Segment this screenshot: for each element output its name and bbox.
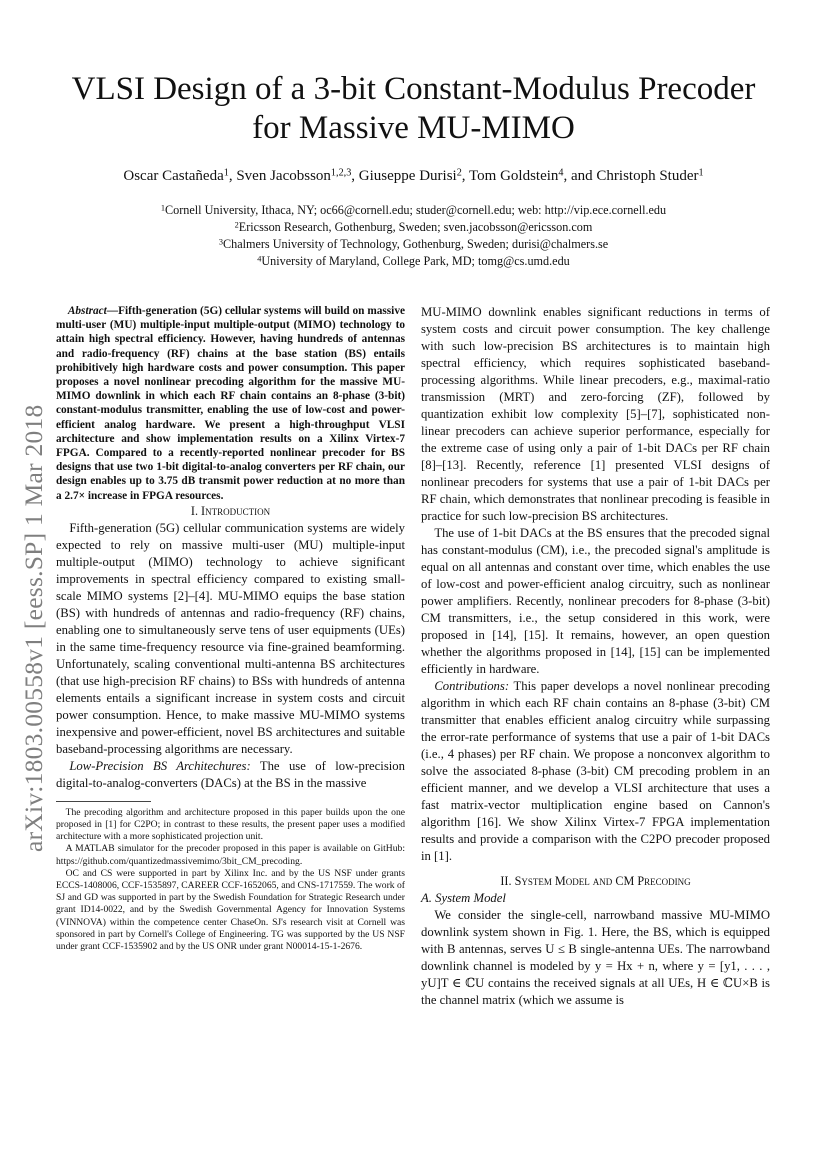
contributions-paragraph (421, 678, 770, 865)
left-column (56, 304, 405, 953)
affiliation-text: University of Maryland, College Park, MD; tomg@cs.umd.edu (261, 254, 570, 268)
intro-paragraph-1: Fifth-generation (5G) cellular communication systems are widely expected to rely on massive multi-user (MU) multiple-input multiple-output (MIMO) technology to achieve significant improvements in spectral efficiency compared to existing small-scale MIMO systems [2]–[4]. MU-MIMO equips the base station (BS) with hundreds of antennas and radio-frequency (RF) chains, enabling one to simultaneously serve tens of user equipments (UEs) in the same time-frequency resource via fine-grained beamforming. Unfortunately, scaling conventional multi-antenna BS architectures (that use high-precision RF chains) to BSs with hundreds of antenna elements entails a significant increase in system costs and circuit power consumption. Hence, to make massive MU-MIMO systems inexpensive and power-efficient, novel BS architectures and suitable baseband-processing algorithms are necessary. (56, 520, 405, 756)
author: Oscar Castañeda (123, 168, 224, 184)
intro-paragraph-2 (56, 758, 405, 792)
run-in-heading: Low-Precision BS Architechures: (69, 758, 251, 773)
paper-title (0, 70, 827, 148)
subsection-heading: A. System Model (421, 891, 506, 905)
author-affil-mark: 1 (223, 167, 229, 179)
title-line-1: VLSI Design of a 3-bit Constant-Modulus Precoder (71, 71, 756, 107)
author: Sven Jacobsson (236, 168, 331, 184)
footnote-divider (56, 801, 151, 802)
footnotes (56, 807, 405, 953)
author-separator: , and (563, 168, 597, 184)
footnote: A MATLAB simulator for the precoder proposed in this paper is available on GitHub: https://github.com/quantizedmassivemimo/3bit_CM_precoding. (56, 843, 405, 867)
author: Giuseppe Durisi (358, 168, 457, 184)
title-line-2: for Massive MU-MIMO (252, 110, 575, 146)
affiliation (0, 253, 827, 270)
abstract (56, 304, 405, 503)
author-separator: , (461, 168, 470, 184)
affiliation-text: Chalmers University of Technology, Gothenburg, Sweden; durisi@chalmers.se (222, 237, 609, 251)
affiliation-text: Ericsson Research, Gothenburg, Sweden; sven.jacobsson@ericsson.com (238, 220, 593, 234)
paragraph-text: The use of low-precision digital-to-analog-converters (DACs) at the BS in the massive (56, 758, 405, 790)
footnote: The precoding algorithm and architecture proposed in this paper builds upon the one proposed in [1] for C2PO; in contrast to these results, the present paper uses a modified architecture with a more sophisticated projection unit. (56, 806, 405, 843)
abstract-lead: Abstract (67, 305, 107, 317)
section-heading-introduction: I. Introduction (190, 503, 271, 518)
author-affil-mark: 1,2,3 (330, 167, 352, 179)
author-affil-mark: 4 (558, 167, 564, 179)
right-paragraph-2: The use of 1-bit DACs at the BS ensures that the precoded signal has constant-modulus (CM), i.e., the precoded signal's amplitude is equal on all antennas and constant over time, which enables the use of low-cost and power-efficient analog circuitry, such as nonlinear power amplifiers. Recently, nonlinear precoders for 8-phase (3-bit) CM transmitters, i.e., the setup considered in this work, were proposed in [14], [15]. It remains, however, an open question whether the algorithms proposed in [14], [15] can be implemented efficiently in hardware. (421, 526, 770, 676)
author: Christoph Studer (596, 168, 699, 184)
affil-mark: 1 (160, 203, 165, 213)
author: Tom Goldstein (469, 168, 559, 184)
author-separator: , (228, 168, 237, 184)
affiliation (0, 219, 827, 236)
author-list (0, 168, 827, 185)
footnote: OC and CS were supported in part by Xilinx Inc. and by the US NSF under grants ECCS-1408006, CCF-1535897, CAREER CCF-1652065, and CNS-1717559. The work of SJ and GD was supported in part by the Swedish Foundation for Strategic Research under grant ID14-0022, and by the Swedish Governmental Agency for Innovation Systems (VINNOVA) within the competence center ChaseOn. SJ's research visit at Cornell was sponsored in part by Cornell's College of Engineering. TG was supported by the US NSF under grant CCF-1535902 and by the US ONR under grant N00014-15-1-2676. (56, 867, 405, 953)
affil-mark: 2 (234, 220, 239, 230)
affil-mark: 3 (218, 237, 223, 247)
right-column (421, 304, 770, 1009)
paragraph-text: This paper develops a novel nonlinear precoding algorithm in which each RF chain contains an 8-phase (3-bit) CM transmitter that enables efficient analog circuitry while surpassing the error-rate performance of systems that use a pair of 1-bit DACs (i.e., 4 phases) per RF chain. We propose a nonconvex algorithm to solve the associated 8-phase (3-bit) CM precoding problem in an efficient manner, and we develop a VLSI architecture that uses a fast matrix-vector multiplication engine based on Cannon's algorithm [16]. We show Xilinx Virtex-7 FPGA implementation results and provide a comparison with the C2PO precoder proposed in [1]. (421, 679, 770, 863)
arxiv-identifier: arXiv:1803.00558v1 [eess.SP] 1 Mar 2018 (19, 404, 48, 852)
affiliation (0, 202, 827, 219)
abstract-body: —Fifth-generation (5G) cellular systems will build on massive multi-user (MU) multiple-input multiple-output (MIMO) technology to attain high spectral efficiency. However, having hundreds of antennas and radio-frequency (RF) chains at the base station (BS) entails prohibitively high hardware costs and power consumption. This paper proposes a novel nonlinear precoding algorithm for the massive MU-MIMO downlink in which each RF chain contains an 8-phase (3-bit) constant-modulus transmitter, enabling the use of low-cost and power-efficient analog hardware. We present a high-throughput VLSI architecture and show implementation results on a Xilinx Virtex-7 FPGA. Compared to a recently-reported nonlinear precoder for BS designs that use two 1-bit digital-to-analog converters per RF chain, our design enables up to 3.75 dB transmit power reduction at no more than a 2.7× increase in FPGA resources. (56, 305, 405, 502)
run-in-heading: Contributions: (434, 679, 510, 693)
author-affil-mark: 2 (456, 167, 462, 179)
affiliation-text: Cornell University, Ithaca, NY; oc66@cornell.edu; studer@cornell.edu; web: http://vip.ece.cornell.edu (165, 203, 667, 217)
affil-mark: 4 (257, 254, 262, 264)
affiliation-list (0, 202, 827, 270)
right-paragraph-1: MU-MIMO downlink enables significant reductions in terms of system costs and circuit power consumption. The key challenge with such low-precision BS architectures is to maintain high spectral efficiency, which requires sophisticated baseband-processing algorithms. While linear precoders, e.g., maximal-ratio transmission (MRT) and zero-forcing (ZF), followed by quantization exhibit low complexity [5]–[7], sophisticated non-linear precoders can achieve superior performance, especially for the extreme case of using only a pair of 1-bit DACs per RF chain [8]–[13]. Recently, reference [1] presented VLSI designs of nonlinear precoders for systems that use a pair of 1-bit DACs per RF chain, which demonstrates that nonlinear precoding is feasible in practice for such low-precision BS architectures. (421, 305, 770, 523)
system-model-paragraph: We consider the single-cell, narrowband massive MU-MIMO downlink system shown in Fig. 1. Here, the BS, which is equipped with B antennas, serves U ≤ B single-antenna UEs. The narrowband downlink channel is modeled by y = Hx + n, where y = [y1, . . . , yU]T ∈ ℂU contains the received signals at all UEs, H ∈ ℂU×B is the channel matrix (which we assume is (421, 908, 770, 1007)
author-affil-mark: 1 (698, 167, 704, 179)
section-heading-system-model: II. System Model and CM Precoding (500, 874, 691, 888)
affiliation (0, 236, 827, 253)
author-separator: , (351, 168, 359, 184)
